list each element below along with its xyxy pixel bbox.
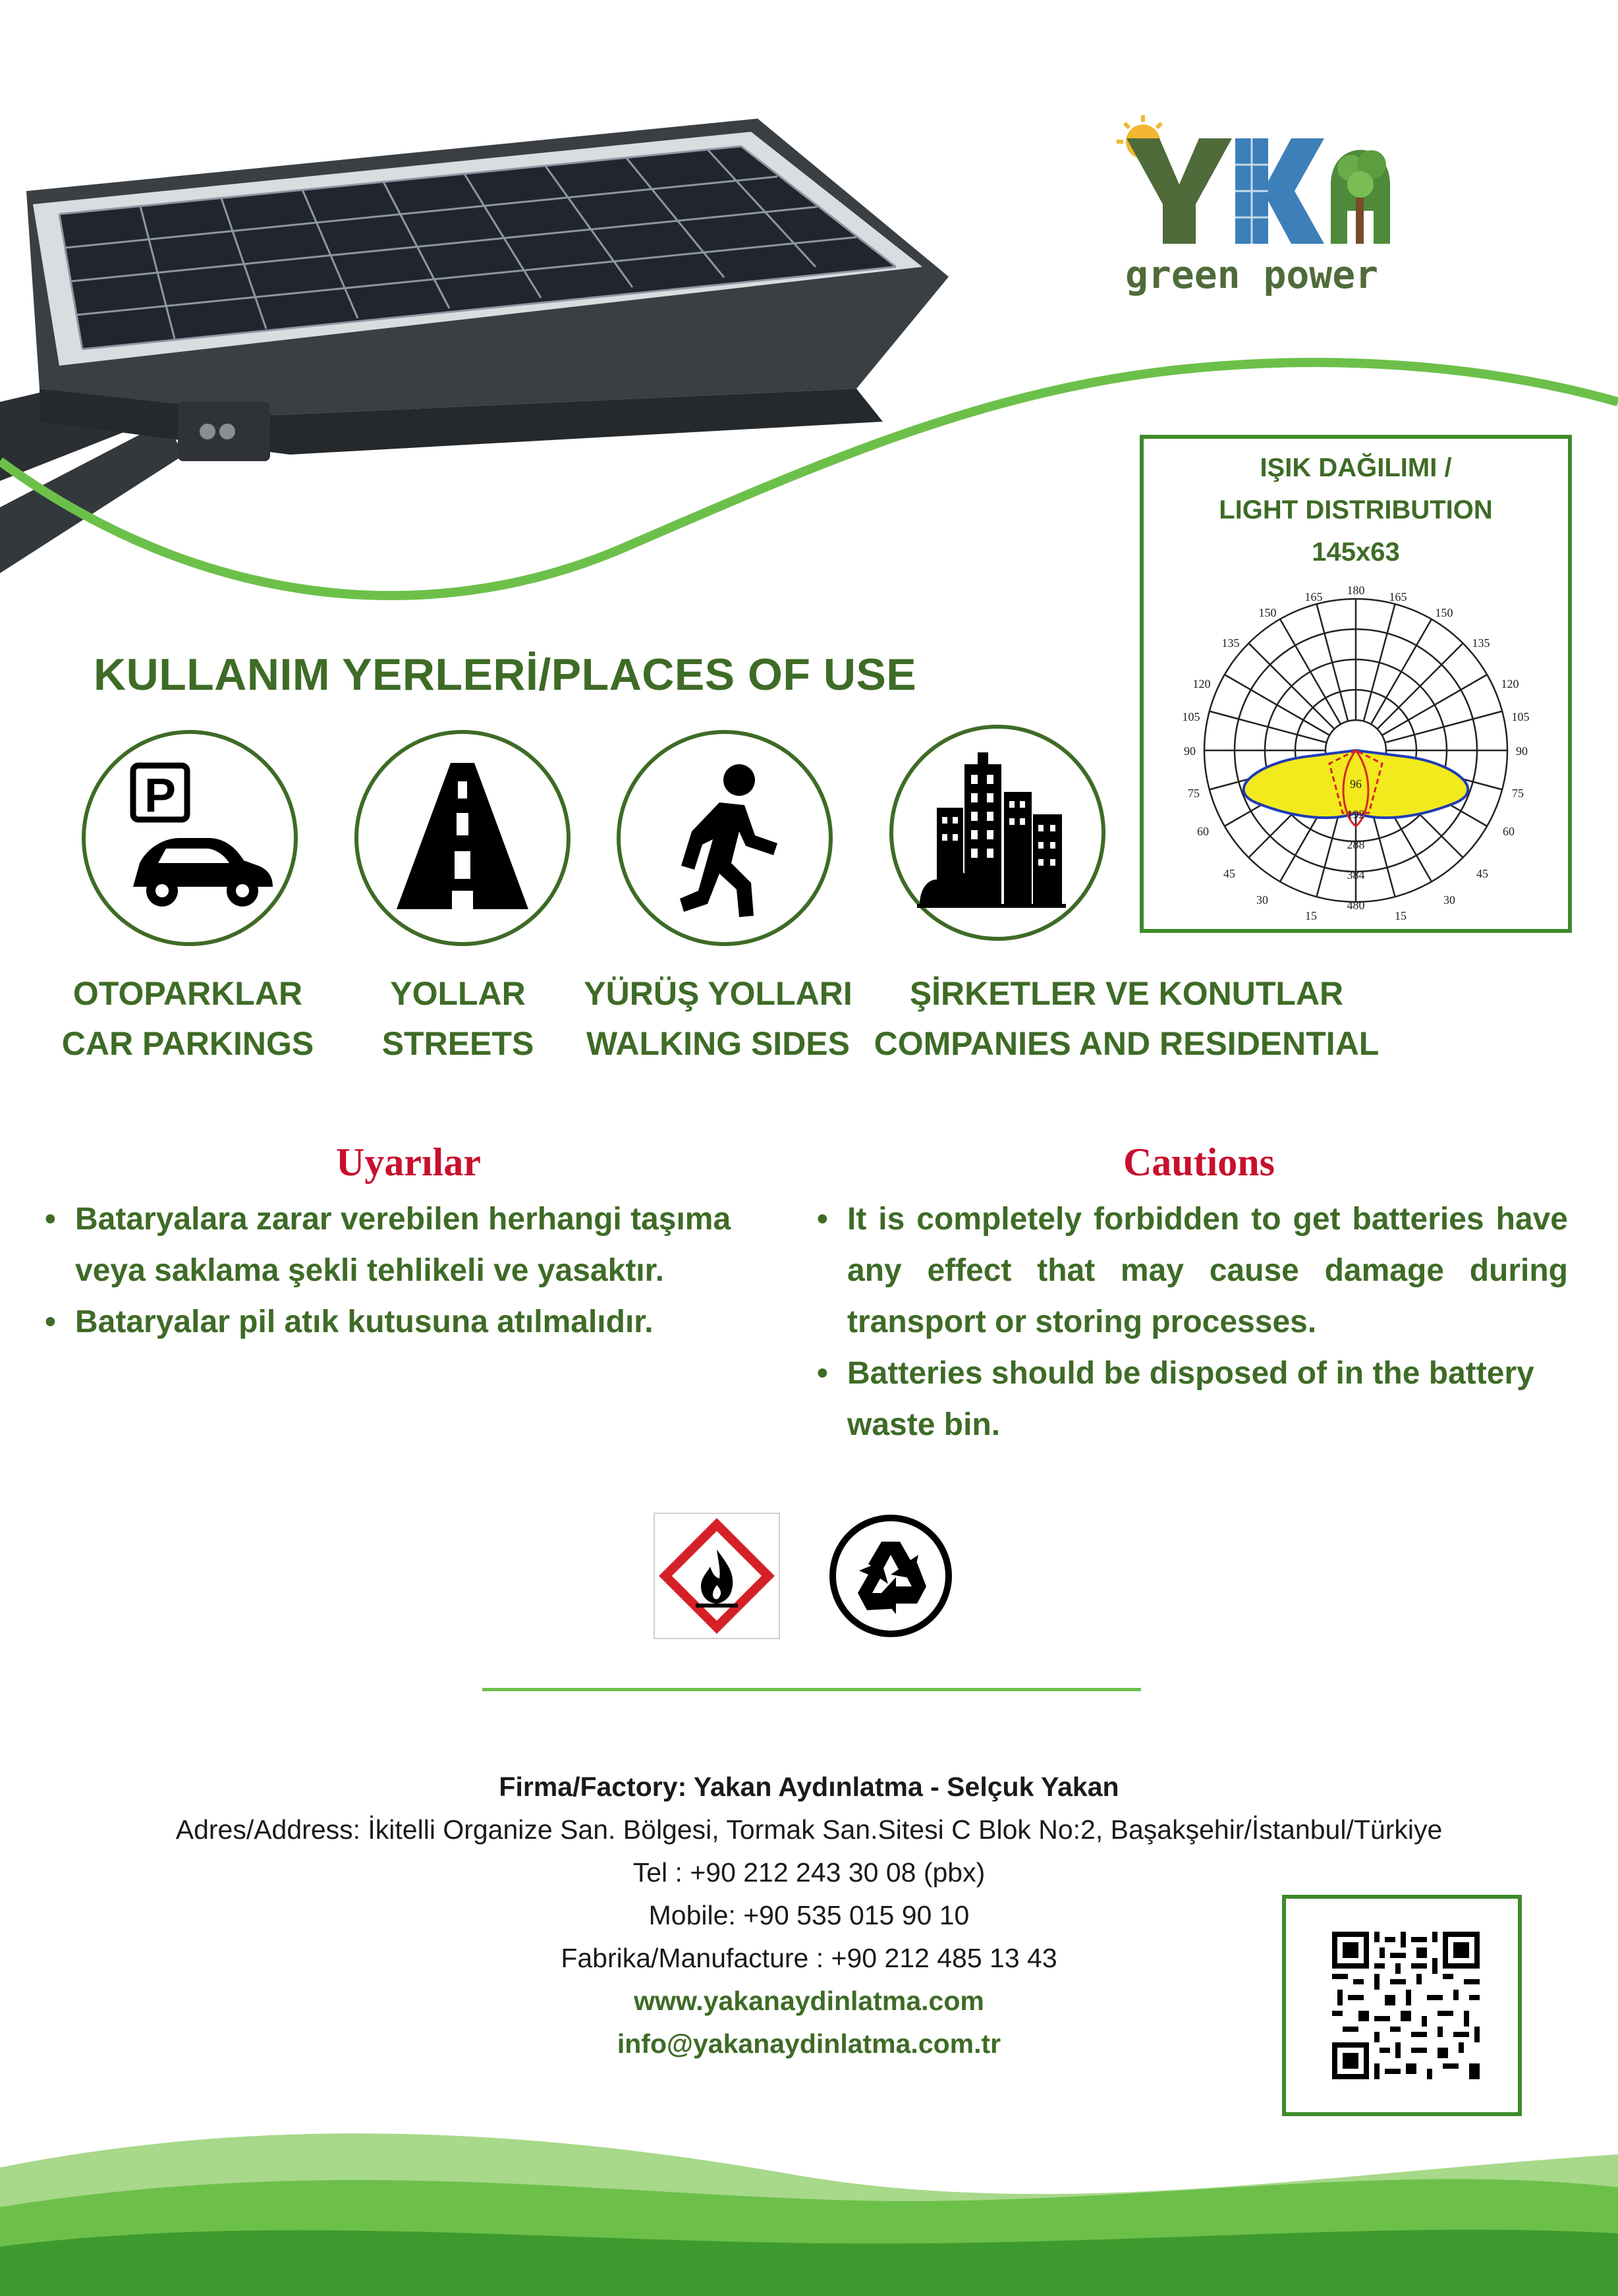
email-link[interactable]: info@yakanaydinlatma.com.tr (617, 2029, 1001, 2059)
light-distribution-title-2: LIGHT DISTRIBUTION (1219, 495, 1493, 524)
buildings-icon (889, 725, 1105, 941)
footer-divider (482, 1688, 1141, 1691)
angle-label-90-right: 90 (1516, 744, 1528, 758)
angle-label-135-right: 135 (1472, 636, 1490, 650)
cautions-tr-item-2: • Bataryalar pil atık kutusuna atılmalıdır. (45, 1297, 783, 1348)
walking-person-icon (617, 730, 833, 946)
place-label-companies-tr: ŞİRKETLER VE KONUTLAR (909, 975, 1344, 1012)
place-label-walking-en: WALKING SIDES (586, 1025, 851, 1062)
angle-label-165-right: 165 (1389, 590, 1407, 603)
cautions-en-item-1: • It is completely forbidden to get batteries have any effect that may cause damage during transport or storing processes. (817, 1194, 1568, 1348)
light-distribution-panel (1140, 435, 1572, 933)
angle-label-135-left: 135 (1221, 636, 1240, 650)
address-line: Adres/Address: İkitelli Organize San. Bölgesi, Tormak San.Sitesi C Blok No:2, Başakşehir/İstanbul/Türkiye (175, 1814, 1443, 1845)
angle-label-60-left: 60 (1197, 825, 1209, 838)
logo-tagline: green power (1125, 252, 1379, 297)
angle-label-75-left: 75 (1188, 787, 1200, 800)
place-label-parking-en: CAR PARKINGS (61, 1025, 314, 1062)
angle-label-105-right: 105 (1511, 710, 1530, 723)
place-label-walking-tr: YÜRÜŞ YOLLARI (584, 975, 852, 1012)
place-label-streets-en: STREETS (381, 1025, 534, 1062)
angle-label-105-left: 105 (1182, 710, 1200, 723)
angle-label-165-left: 165 (1304, 590, 1323, 603)
cautions-en-title: Cautions (1123, 1140, 1275, 1184)
angle-label-15-right: 15 (1395, 909, 1407, 922)
road-icon (354, 730, 571, 946)
radial-label-96: 96 (1350, 777, 1362, 791)
angle-label-75-right: 75 (1512, 787, 1524, 800)
angle-label-150-right: 150 (1435, 606, 1453, 619)
place-label-streets (343, 968, 573, 1069)
angle-label-120-right: 120 (1501, 677, 1519, 690)
recycle-icon (827, 1513, 954, 1639)
radial-label-384: 384 (1347, 868, 1365, 882)
flammable-hazard-icon (654, 1513, 780, 1639)
angle-label-45-left: 45 (1223, 867, 1235, 880)
angle-label-15-left: 15 (1305, 909, 1317, 922)
logo-graphic (1113, 112, 1390, 250)
places-heading: KULLANIM YERLERİ/PLACES OF USE (94, 650, 917, 700)
cautions-tr-item-1: • Bataryalara zarar verebilen herhangi taşıma veya saklama şekli tehlikeli ve yasaktır. (45, 1194, 783, 1297)
cautions-tr-title: Uyarılar (336, 1140, 481, 1184)
cautions-tr-list (45, 1194, 783, 1348)
website-link[interactable]: www.yakanaydinlatma.com (634, 1986, 984, 2016)
angle-label-60-right: 60 (1503, 825, 1515, 838)
angle-label-30-right: 30 (1443, 893, 1455, 907)
light-distribution-title-1: IŞIK DAĞILIMI / (1260, 453, 1452, 482)
place-label-parking-tr: OTOPARKLAR (72, 975, 303, 1012)
angle-label-120-left: 120 (1192, 677, 1211, 690)
angle-label-150-left: 150 (1258, 606, 1277, 619)
place-label-companies (870, 968, 1383, 1069)
brand-logo (1113, 112, 1390, 310)
radial-label-288: 288 (1347, 838, 1365, 851)
angle-label-30-left: 30 (1256, 893, 1268, 907)
place-label-parking (40, 968, 336, 1069)
place-label-streets-tr: YOLLAR (390, 975, 526, 1012)
angle-label-45-right: 45 (1476, 867, 1488, 880)
cautions-en-item-2: • Batteries should be disposed of in the battery waste bin. (817, 1348, 1568, 1451)
parking-car-icon (82, 730, 298, 946)
tel-line: Tel : +90 212 243 30 08 (pbx) (632, 1857, 986, 1888)
svg-text:P: P (144, 770, 177, 822)
manufacture-line: Fabrika/Manufacture : +90 212 485 13 43 (561, 1943, 1057, 1973)
place-label-companies-en: COMPANIES AND RESIDENTIAL (874, 1025, 1380, 1062)
radial-label-192: 192 (1347, 808, 1365, 821)
place-label-walking (580, 968, 856, 1069)
bottom-wave-decoration (0, 2075, 1618, 2296)
angle-label-90-left: 90 (1184, 744, 1196, 758)
mobile-line: Mobile: +90 535 015 90 10 (648, 1900, 970, 1930)
cautions-en-list (817, 1194, 1568, 1451)
radial-label-480: 480 (1347, 899, 1365, 912)
angle-label-180: 180 (1347, 584, 1365, 597)
polar-distribution-chart (1157, 582, 1555, 925)
factory-line: Firma/Factory: Yakan Aydınlatma - Selçuk Yakan (499, 1772, 1119, 1802)
light-distribution-size: 145x63 (1312, 538, 1400, 567)
